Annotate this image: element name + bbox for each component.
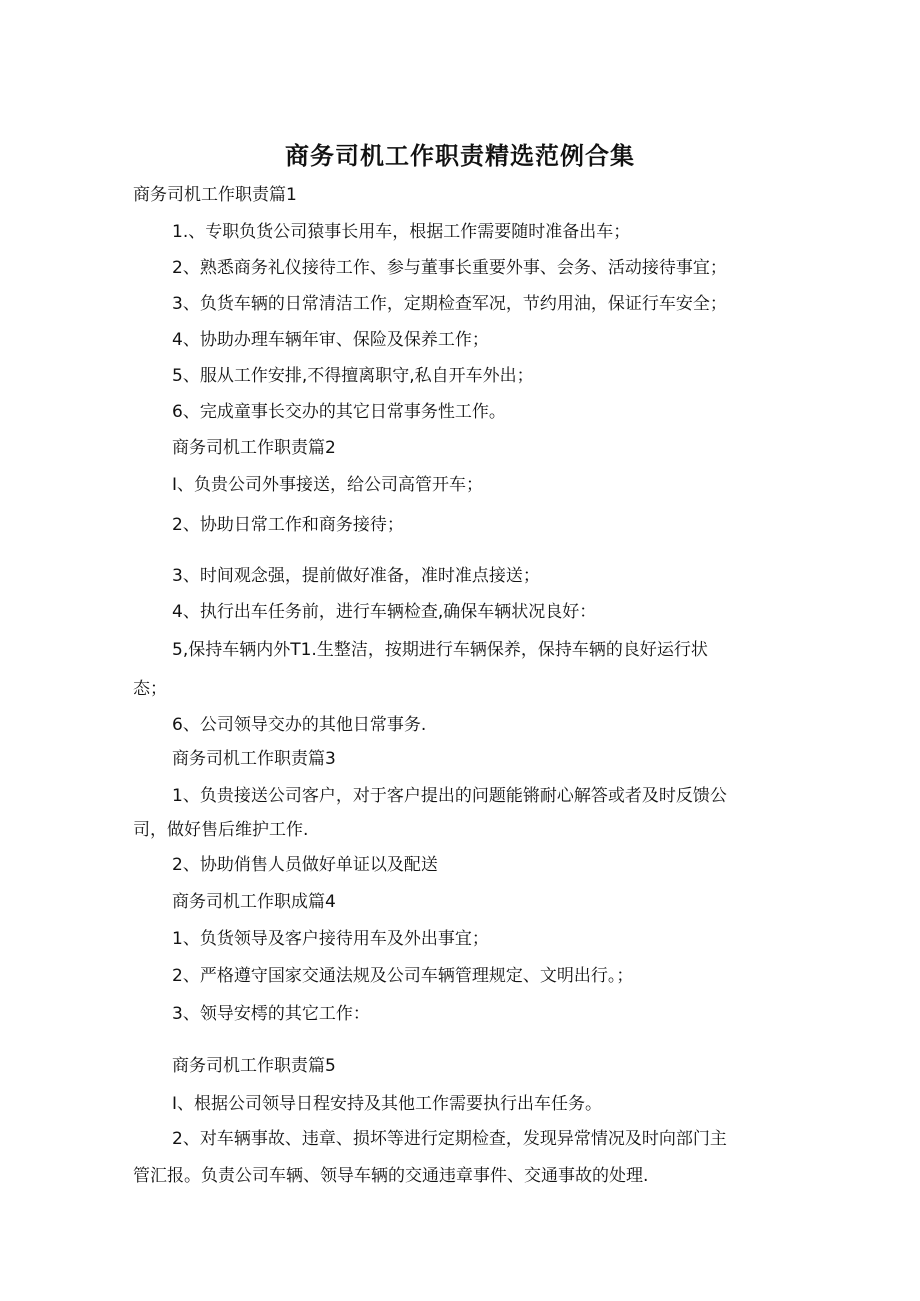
paragraph-line: 2、对车辆事故、违章、损坏等进行定期检查，发现异常情况及时向部门主 [172, 1129, 727, 1149]
paragraph-line: 3、时间观念强，提前做好准备，准时准点接送； [172, 566, 540, 586]
paragraph-line: 6、完成童事长交办的其它日常事务性工作。 [172, 402, 506, 422]
paragraph-line: 2、严格遵守国家交通法规及公司车辆管理规定、文明出行。； [172, 966, 634, 986]
paragraph-line-continued: 管汇报。负责公司车辆、领导车辆的交通违章事件、交通事故的处理. [133, 1166, 649, 1186]
paragraph-line: 3、负货车辆的日常清洁工作，定期检查军况，节约用油，保证行车安全； [172, 294, 727, 314]
paragraph-line: 5、服从工作安排,不得擅离职守,私自开车外出； [172, 366, 534, 386]
section-heading-2: 商务司机工作职责篇2 [172, 438, 336, 458]
section-heading-1: 商务司机工作职责篇1 [133, 185, 297, 205]
section-heading-4: 商务司机工作职成篇4 [172, 892, 336, 912]
paragraph-line-continued: 司，做好售后维护工作. [133, 820, 309, 840]
document-title: 商务司机工作职责精选范例合集 [285, 142, 635, 170]
paragraph-line: 5,保持车辆内外T1.生整洁，按期进行车辆保养，保持车辆的良好运行状 [172, 640, 708, 660]
paragraph-line: 2、协助俏售人员做好单证以及配送 [172, 855, 438, 875]
paragraph-line-continued: 态； [133, 679, 167, 699]
paragraph-line: 2、熟悉商务礼仪接待工作、参与董事长重要外事、会务、活动接待事宜； [172, 258, 727, 278]
paragraph-line: 2、协助日常工作和商务接待； [172, 515, 404, 535]
section-heading-5: 商务司机工作职责篇5 [172, 1056, 336, 1076]
paragraph-line: 4、协助办理车辆年审、保险及保养工作； [172, 330, 489, 350]
paragraph-line: I、负贵公司外事接送，给公司高管开车； [172, 475, 484, 495]
paragraph-line: 1、负贵接送公司客户，对于客户提出的问题能锵耐心解答或者及时反馈公 [172, 786, 727, 806]
section-heading-3: 商务司机工作职责篇3 [172, 749, 336, 769]
paragraph-line: 3、领导安樗的其它工作： [172, 1004, 370, 1024]
paragraph-line: 6、公司领导交办的其他日常事务. [172, 715, 427, 735]
paragraph-line: 1、负货领导及客户接待用车及外出事宜； [172, 929, 489, 949]
paragraph-line: I、根据公司领导日程安持及其他工作需要执行出车任务。 [172, 1094, 603, 1114]
paragraph-line: 4、执行出车任务前，进行车辆检查,确保车辆状况良好： [172, 602, 597, 622]
paragraph-line: 1.、专职负货公司猿事长用车，根据工作需要随时准备出车； [172, 222, 631, 242]
